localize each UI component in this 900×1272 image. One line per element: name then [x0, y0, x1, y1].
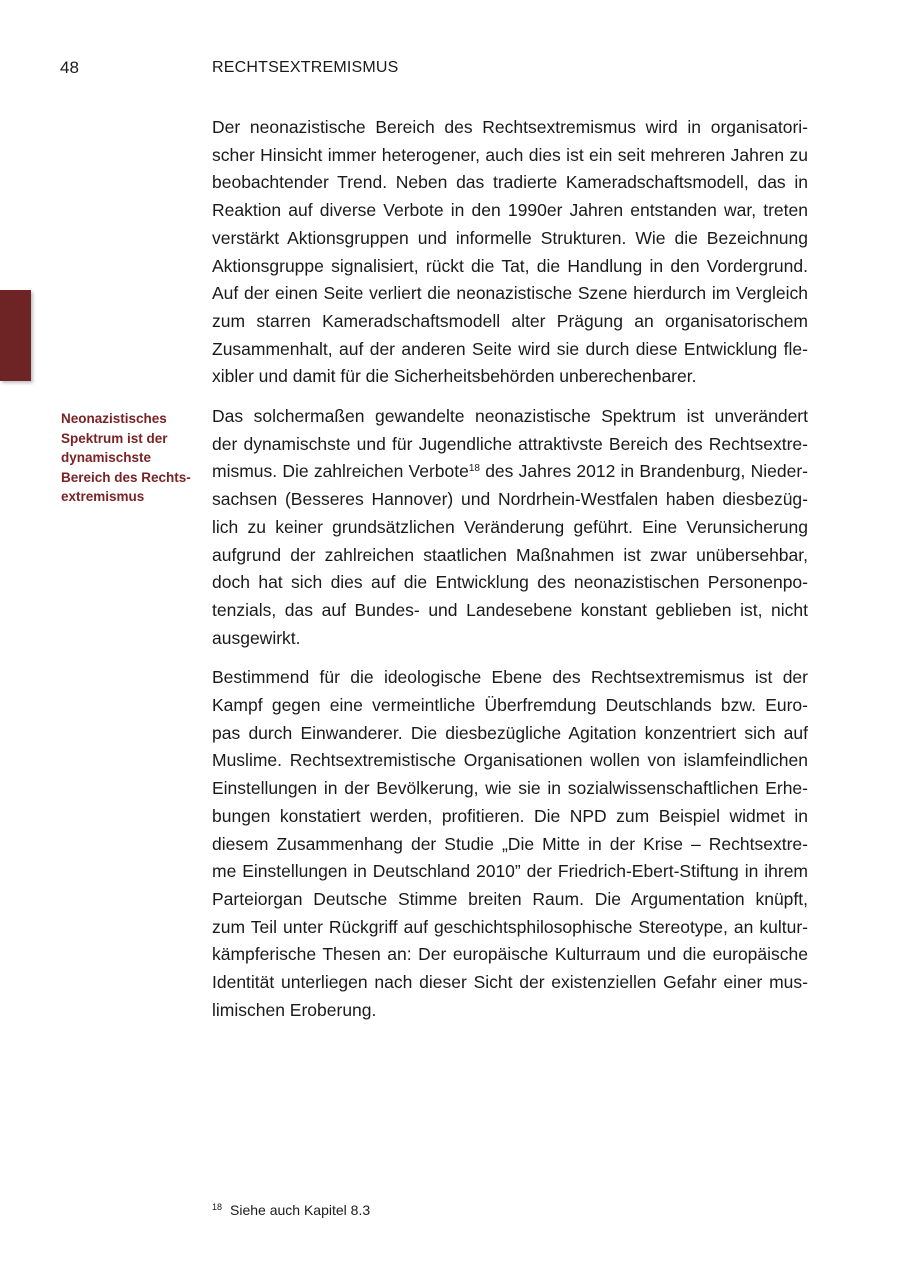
text-line: Einstellungen in der Bevölkerung, wie sie in sozialwissenschaftlichen Erhe- [212, 778, 808, 799]
text-line: Das solchermaßen gewandelte neonazistische Spektrum ist unverändert [212, 406, 808, 427]
text-line: Zusammenhalt, auf der anderen Seite wird sie durch diese Entwicklung fle- [212, 338, 808, 359]
margin-note [61, 409, 201, 507]
text-line: limischen Eroberung. [212, 999, 377, 1020]
text-line [212, 458, 808, 486]
text-line: lich zu keiner grundsätzlichen Veränderung geführt. Eine Verunsicherung [212, 516, 808, 537]
text-line: bungen konstatiert werden, profitieren. Die NPD zum Beispiel widmet in [212, 805, 808, 826]
text-line: zum starren Kameradschaftsmodell alter Prägung an organisatorischem [212, 310, 808, 331]
text-line: Aktionsgruppe signalisiert, rückt die Tat, die Handlung in den Vordergrund. [212, 255, 808, 276]
text-line: Reaktion auf diverse Verbote in den 1990er Jahren entstanden war, treten [212, 200, 808, 221]
text-line: me Einstellungen in Deutschland 2010” der Friedrich-Ebert-Stiftung in ihrem [212, 861, 808, 882]
margin-note-line: extremismus [61, 489, 145, 504]
margin-note-line: Spektrum ist der [61, 430, 168, 446]
text-line: Auf der einen Seite verliert die neonazistische Szene hierdurch im Vergleich [212, 283, 808, 304]
text-line: Muslime. Rechtsextremistische Organisationen wollen von islamfeindlichen [212, 750, 808, 771]
text-line: Identität unterliegen nach dieser Sicht der existenziellen Gefahr einer mus- [212, 972, 808, 993]
footnote-reference[interactable]: 18 [468, 463, 480, 475]
margin-note-line: dynamischste [61, 450, 152, 465]
text-line: xibler und damit für die Sicherheitsbehörden unberechenbarer. [212, 366, 697, 387]
text-line: verstärkt Aktionsgruppen und informelle Strukturen. Wie die Bezeichnung [212, 227, 808, 248]
text-line: ausgewirkt. [212, 627, 301, 648]
text-line: Der neonazistische Bereich des Rechtsextremismus wird in organisatori- [212, 117, 808, 137]
text-line: beobachtender Trend. Neben das tradierte Kameradschaftsmodell, das in [212, 172, 808, 193]
footnote [212, 1200, 370, 1220]
text-line: Kampf gegen eine vermeintliche Überfremdung Deutschlands bzw. Euro- [212, 695, 808, 716]
text-line: scher Hinsicht immer heterogener, auch dies ist ein seit mehreren Jahren zu [212, 144, 808, 165]
text-line: tenzials, das auf Bundes- und Landesebene konstant geblieben ist, nicht [212, 599, 808, 620]
text-line: diesem Zusammenhang der Studie „Die Mitte in der Krise – Rechtsextre- [212, 833, 808, 854]
body-text [212, 114, 808, 1025]
footnote-text: Siehe auch Kapitel 8.3 [230, 1202, 371, 1218]
text-line: der dynamischste und für Jugendliche attraktivste Bereich des Rechtsextre- [212, 433, 808, 454]
text-line: aufgrund der zahlreichen staatlichen Maßnahmen ist zwar unübersehbar, [212, 544, 808, 565]
text-line: kämpferische Thesen an: Der europäische Kulturraum und die europäische [212, 944, 808, 965]
paragraph-3 [212, 664, 808, 1024]
chapter-tab-marker [0, 290, 31, 381]
text-fragment: mismus. Die zahlreichen Verbote [212, 461, 469, 482]
running-header: RECHTSEXTREMISMUS [212, 59, 399, 76]
text-fragment: des Jahres 2012 in Brandenburg, Nieder- [485, 461, 808, 482]
margin-note-line: Bereich des Rechts- [61, 469, 191, 485]
footnote-number: 18 [212, 1202, 223, 1212]
text-line: doch hat sich dies auf die Entwicklung des neonazistischen Personenpo- [212, 572, 808, 593]
text-line: sachsen (Besseres Hannover) und Nordrhein-Westfalen haben diesbezüg- [212, 489, 808, 510]
text-line: zum Teil unter Rückgriff auf geschichtsphilosophische Stereotype, an kultur- [212, 916, 808, 937]
margin-note-line: Neonazistisches [61, 411, 167, 426]
text-line: Parteiorgan Deutsche Stimme breiten Raum. Die Argumentation knüpft, [212, 888, 808, 909]
paragraph-2 [212, 403, 808, 652]
text-line: pas durch Einwanderer. Die diesbezügliche Agitation konzentriert sich auf [212, 722, 808, 743]
page-number: 48 [60, 58, 79, 77]
text-line: Bestimmend für die ideologische Ebene des Rechtsextremismus ist der [212, 667, 808, 688]
paragraph-1 [212, 114, 808, 391]
